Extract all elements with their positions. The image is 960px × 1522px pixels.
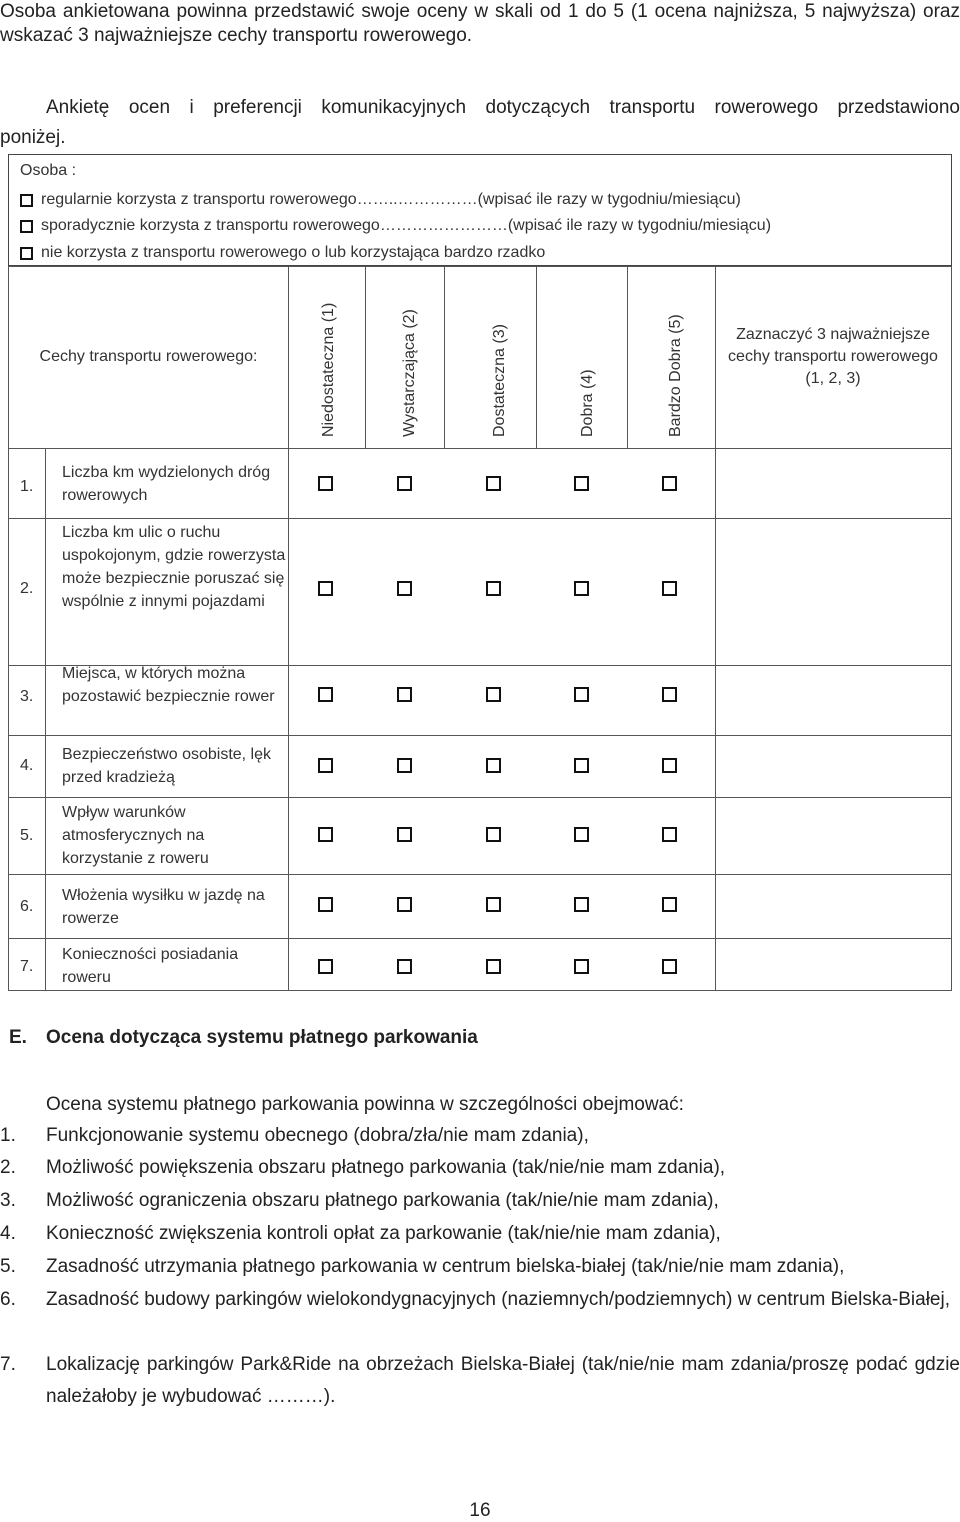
list-item: Zasadność budowy parkingów wielokondygnacyjnych (naziemnych/podziemnych) w centrum Bielska-Białej, [46, 1289, 950, 1310]
option-label: sporadycznie korzysta z transportu rowerowego [41, 217, 380, 234]
row-number: 6. [20, 898, 34, 915]
rating-checkbox-2[interactable] [397, 687, 412, 702]
rating-checkbox-2[interactable] [397, 897, 412, 912]
option-label: nie korzysta z transportu rowerowego o lub korzystająca bardzo rzadko [41, 244, 546, 261]
list-number: 4. [0, 1223, 16, 1244]
feature-column-header: Cechy transportu rowerowego: [39, 348, 258, 365]
checkbox-icon[interactable] [20, 247, 33, 260]
checkbox-icon[interactable] [20, 220, 33, 233]
rating-checkbox-3[interactable] [486, 827, 501, 842]
rating-header-2: Wystarczająca (2) [401, 309, 418, 437]
list-item: Lokalizację parkingów Park&Ride na obrzeżach Bielska-Białej (tak/nie/nie mam zdania/proszę podać gdzie należałoby je wybudować ………). [46, 1354, 960, 1407]
page-number: 16 [469, 1500, 491, 1521]
rating-checkbox-3[interactable] [486, 687, 501, 702]
respondent-option-regular[interactable] [20, 189, 741, 211]
priority-column-header: Zaznaczyć 3 najważniejsze cechy transportu rowerowego (1, 2, 3) [728, 326, 938, 387]
rating-checkbox-4[interactable] [574, 687, 589, 702]
rating-header-5: Bardzo Dobra (5) [667, 314, 684, 437]
row-feature: Liczba km ulic o ruchu uspokojonym, gdzie rowerzysta może bezpiecznie poruszać się wspólnie z innymi pojazdami [62, 524, 286, 610]
row-number: 2. [20, 580, 34, 597]
option-label: regularnie korzysta z transportu rowerowego [41, 191, 357, 208]
list-item: Zasadność utrzymania płatnego parkowania w centrum bielska-białej (tak/nie/nie mam zdania), [46, 1256, 845, 1277]
rating-checkbox-1[interactable] [318, 581, 333, 596]
rating-checkbox-5[interactable] [662, 581, 677, 596]
respondent-option-none[interactable] [20, 242, 545, 264]
rating-header-1: Niedostateczna (1) [320, 302, 337, 437]
list-number: 2. [0, 1157, 16, 1178]
rating-checkbox-2[interactable] [397, 959, 412, 974]
rating-checkbox-5[interactable] [662, 758, 677, 773]
row-feature: Miejsca, w których można pozostawić bezpiecznie rower [62, 665, 275, 705]
section-title: Ocena dotycząca systemu płatnego parkowania [46, 1027, 478, 1048]
rating-checkbox-1[interactable] [318, 959, 333, 974]
rating-checkbox-1[interactable] [318, 758, 333, 773]
rating-checkbox-3[interactable] [486, 581, 501, 596]
rating-checkbox-1[interactable] [318, 827, 333, 842]
row-number: 4. [20, 757, 34, 774]
rating-checkbox-4[interactable] [574, 827, 589, 842]
list-number: 7. [0, 1354, 16, 1375]
option-suffix: ……..……………(wpisać ile razy w tygodniu/miesiącu) [356, 191, 741, 208]
rating-checkbox-1[interactable] [318, 897, 333, 912]
section-letter: E. [9, 1027, 27, 1048]
rating-checkbox-2[interactable] [397, 581, 412, 596]
intro-paragraph: Osoba ankietowana powinna przedstawić swoje oceny w skali od 1 do 5 (1 ocena najniższa, 5 najwyższa) oraz wskazać 3 najważniejsze cechy transportu rowerowego. [0, 1, 960, 46]
list-item: Funkcjonowanie systemu obecnego (dobra/zła/nie mam zdania), [46, 1125, 589, 1146]
rating-checkbox-4[interactable] [574, 581, 589, 596]
list-number: 1. [0, 1125, 16, 1146]
intro-paragraph-2-line-2: poniżej. [0, 127, 66, 148]
list-item: Możliwość powiększenia obszaru płatnego parkowania (tak/nie/nie mam zdania), [46, 1157, 726, 1178]
rating-checkbox-5[interactable] [662, 687, 677, 702]
list-item: Konieczność zwiększenia kontroli opłat za parkowanie (tak/nie/nie mam zdania), [46, 1223, 721, 1244]
row-feature: Liczba km wydzielonych dróg rowerowych [62, 464, 271, 504]
rating-checkbox-3[interactable] [486, 897, 501, 912]
checkbox-icon[interactable] [20, 194, 33, 207]
section-e-heading [9, 1026, 478, 1050]
option-suffix: ……………………(wpisać ile razy w tygodniu/miesiącu) [379, 217, 772, 234]
rating-checkbox-2[interactable] [397, 758, 412, 773]
rating-checkbox-4[interactable] [574, 476, 589, 491]
rating-header-4: Dobra (4) [579, 369, 596, 437]
rating-checkbox-4[interactable] [574, 959, 589, 974]
row-feature: Konieczności posiadania roweru [62, 946, 239, 986]
list-number: 3. [0, 1190, 16, 1211]
rating-checkbox-5[interactable] [662, 827, 677, 842]
rating-checkbox-5[interactable] [662, 476, 677, 491]
rating-checkbox-2[interactable] [397, 827, 412, 842]
rating-checkbox-5[interactable] [662, 897, 677, 912]
rating-checkbox-1[interactable] [318, 687, 333, 702]
rating-checkbox-4[interactable] [574, 897, 589, 912]
list-number: 5. [0, 1256, 16, 1277]
rating-checkbox-5[interactable] [662, 959, 677, 974]
rating-checkbox-2[interactable] [397, 476, 412, 491]
list-item: Możliwość ograniczenia obszaru płatnego parkowania (tak/nie/nie mam zdania), [46, 1190, 719, 1211]
row-number: 3. [20, 688, 34, 705]
list-number: 6. [0, 1289, 16, 1310]
rating-checkbox-1[interactable] [318, 476, 333, 491]
row-feature: Wpływ warunków atmosferycznych na korzystanie z roweru [62, 804, 209, 867]
row-number: 5. [20, 827, 34, 844]
row-feature: Włożenia wysiłku w jazdę na rowerze [62, 887, 265, 927]
row-number: 1. [20, 478, 34, 495]
section-e-lead: Ocena systemu płatnego parkowania powinna w szczególności obejmować: [46, 1094, 684, 1115]
rating-checkbox-3[interactable] [486, 959, 501, 974]
intro-paragraph-2-line-1: Ankietę ocen i preferencji komunikacyjnych dotyczących transportu rowerowego przedstawiono [46, 97, 960, 118]
row-number: 7. [20, 958, 34, 975]
rating-checkbox-3[interactable] [486, 758, 501, 773]
rating-checkbox-4[interactable] [574, 758, 589, 773]
respondent-option-occasional[interactable] [20, 215, 771, 237]
rating-header-3: Dostateczna (3) [491, 324, 508, 437]
row-feature: Bezpieczeństwo osobiste, lęk przed kradzieżą [62, 746, 271, 786]
respondent-title: Osoba : [20, 162, 77, 179]
rating-checkbox-3[interactable] [486, 476, 501, 491]
